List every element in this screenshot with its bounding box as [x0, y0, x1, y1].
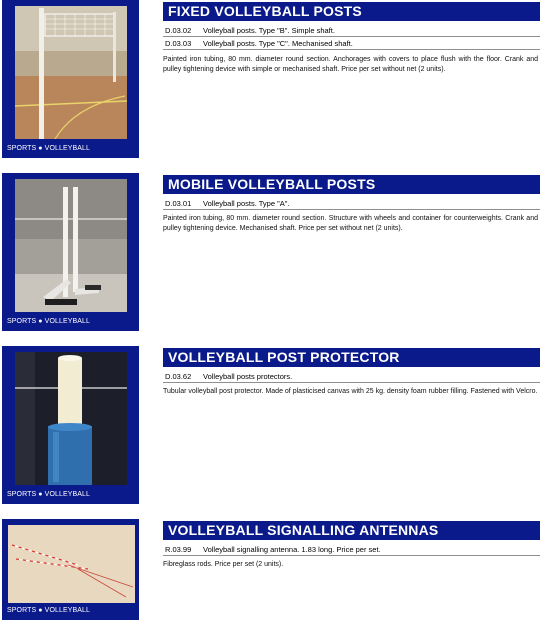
product-photo-frame — [2, 346, 139, 504]
product-description: Painted iron tubing, 80 mm. diameter round section. Structure with wheels and container for counterweights. Crank and pulley tightening device. Mechanised shaft. Price per set without net (2 units). — [163, 215, 538, 232]
post-protector-photo — [15, 352, 127, 485]
photo-caption: SPORTS ● VOLLEYBALL — [7, 491, 91, 498]
product-title: MOBILE VOLLEYBALL POSTS — [163, 175, 540, 194]
product-description: Tubular volleyball post protector. Made of plasticised canvas with 25 kg. density foam rubber filling. Fastened with Velcro. — [163, 388, 538, 395]
antennas-photo — [8, 525, 135, 603]
product-title: VOLLEYBALL SIGNALLING ANTENNAS — [163, 521, 540, 540]
product-photo-frame — [2, 0, 139, 158]
product-description: Fibreglass rods. Price per set (2 units). — [163, 561, 284, 568]
product-code: D.03.02 — [165, 26, 192, 35]
mobile-posts-photo — [15, 179, 127, 312]
photo-caption: SPORTS ● VOLLEYBALL — [7, 145, 91, 152]
product-item-text: Volleyball posts. Type "C". Mechanised shaft. — [203, 39, 353, 48]
photo-caption: SPORTS ● VOLLEYBALL — [7, 607, 91, 614]
product-code-row — [163, 25, 540, 37]
product-item-text: Volleyball posts. Type "B". Simple shaft. — [203, 26, 335, 35]
product-code: D.03.03 — [165, 39, 192, 48]
product-code-row — [163, 371, 540, 383]
fixed-posts-photo — [15, 6, 127, 139]
photo-caption: SPORTS ● VOLLEYBALL — [7, 318, 91, 325]
product-title: VOLLEYBALL POST PROTECTOR — [163, 348, 540, 367]
product-photo-frame — [2, 519, 139, 620]
product-title: FIXED VOLLEYBALL POSTS — [163, 2, 540, 21]
product-code-row — [163, 544, 540, 556]
product-code: D.03.62 — [165, 372, 192, 381]
product-item-text: Volleyball posts protectors. — [203, 372, 293, 381]
product-description: Painted iron tubing, 80 mm. diameter round section. Anchorages with covers to place flush with the floor. Crank and pulley tightening device with simple or mechanised shaft. Price per set without net (2 units). — [163, 56, 538, 73]
product-photo-frame — [2, 173, 139, 331]
product-code-row — [163, 198, 540, 210]
product-item-text: Volleyball posts. Type "A". — [203, 199, 290, 208]
product-code: D.03.01 — [165, 199, 192, 208]
product-code-row — [163, 38, 540, 50]
product-item-text: Volleyball signalling antenna. 1.83 long. Price per set. — [203, 545, 381, 554]
product-code: R.03.99 — [165, 545, 192, 554]
